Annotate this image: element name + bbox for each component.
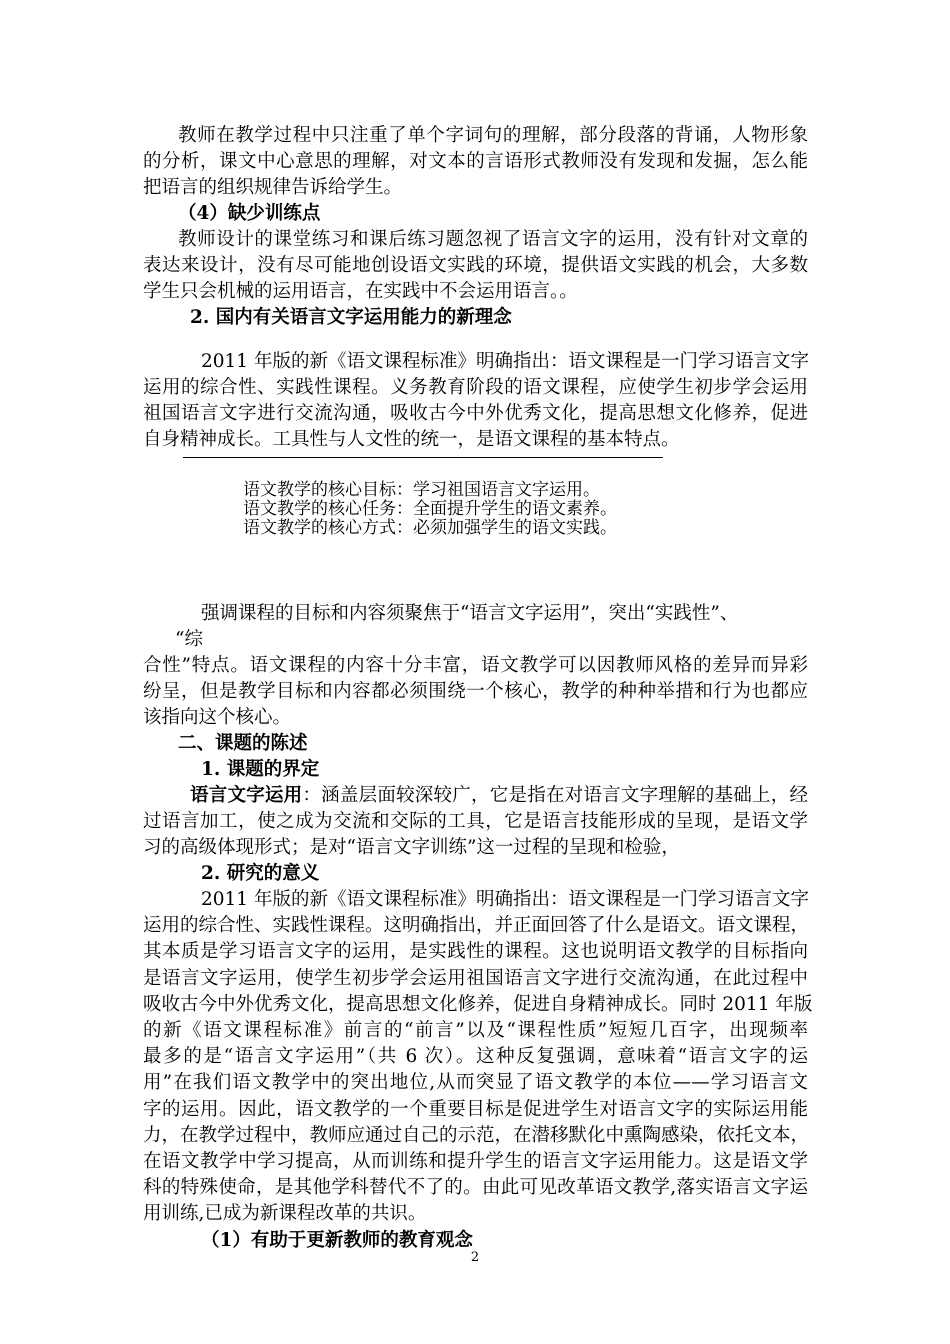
section-heading: 2. 国内有关语言文字运用能力的新理念 [190, 307, 512, 328]
paragraph-line: 最多的是“语言文字运用”（共 6 次）。这种反复强调，意味着“语言文字的运 [143, 1046, 808, 1068]
page-number: 2 [470, 1250, 480, 1265]
paragraph-line: 习的高级体现形式；是对“语言文字训练”这一过程的呈现和检验， [143, 837, 680, 858]
paragraph-line: 过语言加工，使之成为交流和交际的工具，它是语言技能形成的呈现，是语文学 [143, 811, 808, 832]
divider-line [183, 457, 663, 458]
definition-term: 语言文字运用 [190, 785, 303, 806]
paragraph-line: 该指向这个核心。 [143, 707, 292, 728]
paragraph-line: 教师设计的课堂练习和课后练习题忽视了语言文字的运用，没有针对文章的 [178, 229, 808, 250]
paragraph-line: 其本质是学习语言文字的运用，是实践性的课程。这也说明语文教学的目标指向 [143, 941, 808, 963]
definition-line [190, 783, 808, 809]
paragraph-line: 运用的综合性、实践性课程。义务教育阶段的语文课程，应使学生初步学会运用 [143, 377, 808, 398]
paragraph-line: 字的运用。因此，语文教学的一个重要目标是促进学生对语言文字的实际运用能 [143, 1098, 808, 1120]
section-heading: 二、课题的陈述 [178, 733, 308, 754]
paragraph-line: 表达来设计，没有尽可能地创设语文实践的环境，提供语文实践的机会，大多数 [143, 255, 808, 276]
paragraph-line: 是语言文字运用，使学生初步学会运用祖国语言文字进行交流沟通，在此过程中 [143, 967, 808, 989]
paragraph-line: 强调课程的目标和内容须聚焦于“语言文字运用”，突出“实践性”、 [201, 603, 739, 624]
paragraph-line: 运用的综合性、实践性课程。这明确指出，并正面回答了什么是语文。语文课程， [143, 915, 810, 937]
paragraph-line: 用”在我们语文教学中的突出地位,从而突显了语文教学的本位——学习语言文 [143, 1072, 808, 1094]
paragraph-line: 自身精神成长。工具性与人文性的统一，是语文课程的基本特点。 [143, 429, 680, 450]
paragraph-line: 祖国语言文字进行交流沟通，吸收古今中外优秀文化，提高思想文化修养，促进 [143, 403, 808, 424]
section-heading: （4）缺少训练点 [178, 203, 321, 224]
paragraph-line: 合性”特点。语文课程的内容十分丰富，语文教学可以因教师风格的差异而异彩 [143, 655, 808, 676]
paragraph-line: 的新《语文课程标准》前言的“前言”以及“课程性质”短短几百字，出现频率 [143, 1020, 808, 1041]
paragraph-line: 教师在教学过程中只注重了单个字词句的理解，部分段落的背诵，人物形象 [178, 125, 808, 146]
paragraph-line: 2011 年版的新《语文课程标准》明确指出：语文课程是一门学习语言文字 [201, 889, 809, 910]
paragraph-line: 的分析，课文中心意思的理解，对文本的言语形式教师没有发现和发掘，怎么能 [143, 151, 808, 172]
paragraph-line: 科的特殊使命，是其他学科替代不了的。由此可见改革语文教学,落实语言文字运 [143, 1177, 808, 1199]
paragraph-line: 2011 年版的新《语文课程标准》明确指出：语文课程是一门学习语言文字 [201, 351, 809, 372]
paragraph-line: 把语言的组织规律告诉给学生。 [143, 177, 403, 198]
definition-text: ：涵盖层面较深较广，它是指在对语言文字理解的基础上，经 [302, 785, 808, 806]
subsection-heading: 1. 课题的界定 [201, 759, 320, 780]
paragraph-line: “综 [175, 629, 203, 650]
core-method-line: 语文教学的核心方式：必须加强学生的语文实践。 [243, 518, 617, 538]
subsection-heading: （1）有助于更新教师的教育观念 [201, 1229, 473, 1251]
core-goal-line: 语文教学的核心目标：学习祖国语言文字运用。 [243, 480, 600, 500]
paragraph-line: 用训练,已成为新课程改革的共识。 [143, 1203, 427, 1225]
paragraph-line: 吸收古今中外优秀文化，提高思想文化修养，促进自身精神成长。同时 2011 年版 [143, 993, 813, 1015]
paragraph-line: 纷呈，但是教学目标和内容都必须围绕一个核心，教学的种种举措和行为也都应 [143, 681, 808, 702]
core-task-line: 语文教学的核心任务：全面提升学生的语文素养。 [243, 499, 617, 519]
subsection-heading: 2. 研究的意义 [201, 863, 320, 884]
paragraph-line: 力，在教学过程中，教师应通过自己的示范，在潜移默化中熏陶感染，依托文本， [143, 1124, 810, 1146]
paragraph-line: 在语文教学中学习提高，从而训练和提升学生的语言文字运用能力。这是语文学 [143, 1151, 808, 1172]
paragraph-line: 学生只会机械的运用语言，在实践中不会运用语言。。 [143, 281, 578, 302]
